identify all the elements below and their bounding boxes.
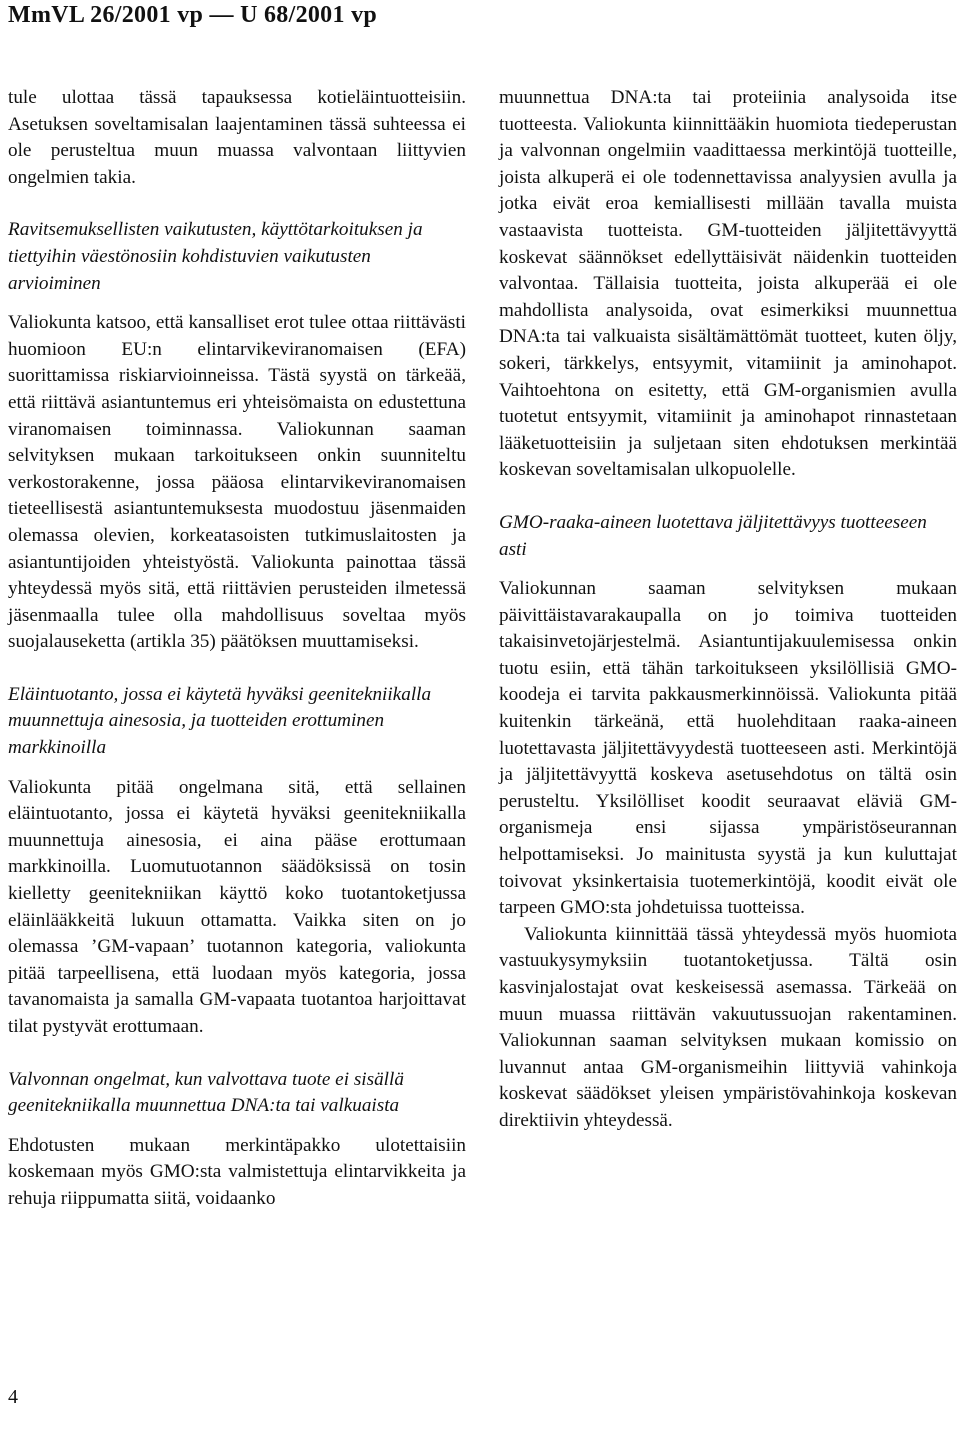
right-column <box>499 85 957 1135</box>
section-heading-traceability: GMO-raaka-aineen luotettava jäljitettävyys tuotteeseen asti <box>499 511 927 560</box>
page-header: MmVL 26/2001 vp — U 68/2001 vp <box>8 2 378 28</box>
left-paragraph-4: Ehdotusten mukaan merkintäpakko ulotettaisiin koskemaan myös GMO:sta valmistettuja elintarvikkeita ja rehuja riippumatta siitä, voidaanko <box>8 1134 466 1209</box>
left-paragraph-2: Valiokunta katsoo, että kansalliset erot tulee ottaa riittävästi huomioon EU:n elintarvikeviranomaisen (EFA) suorittamissa riskiarvioinneissa. Tästä syystä on tärkeää, että riittävä asiantuntemus eri yhteisömaista on edustettuna viranomaisen toiminnassa. Valiokunnan saaman selvityksen mukaan tarkoitukseen onkin suunniteltu verkostorakenne, jossa pääosa elintarvikeviranomaisen tieteellisestä asiantuntemuksesta muodostuu jäsenmaiden olemassa olevien, korkeatasoisten tutkimuslaitosten ja asiantuntijoiden yhteistyöstä. Valiokunta painottaa tässä yhteydessä myös sitä, että riittävien perusteiden ilmetessä jäsenmaalla tulee olla mahdollisuus soveltaa myös suojalauseketta (artikla 35) päätöksen muuttamiseksi. <box>8 312 466 653</box>
left-paragraph-1: tule ulottaa tässä tapauksessa kotieläintuotteisiin. Asetuksen soveltamisalan laajentaminen tässä suhteessa ei ole perusteltua muun muassa valvontaan liittyvien ongelmien takia. <box>8 87 466 188</box>
section-heading-nutrition: Ravitsemuksellisten vaikutusten, käyttötarkoituksen ja tiettyihin väestönosiin kohdistuvien vaikutusten arvioiminen <box>8 219 423 294</box>
section-heading-control-problems: Valvonnan ongelmat, kun valvottava tuote ei sisällä geenitekniikalla muunnettua DNA:ta tai valkuaista <box>8 1068 404 1117</box>
section-heading-animal-production: Eläintuotanto, jossa ei käytetä hyväksi geenitekniikalla muunnettuja ainesosia, ja tuotteiden erottuminen markkinoilla <box>8 683 432 759</box>
page-number: 4 <box>8 1386 18 1408</box>
right-paragraph-1: muunnettua DNA:ta tai proteiinia analysoida itse tuotteesta. Valiokunta kiinnittääkin huomiota tiedeperustan ja valvonnan ongelmiin vaadittaessa merkintöjä tuotteille, joista alkuperä ei ole todennettavissa analyysien avulla ja jotka eivät eroa kemiallisesti millään tavalla muista vastaavista tuotteista. GM-tuotteiden jäljitettävyyttä koskevat säännökset edellyttäisivät näidenkin tuotteiden valvontaa. Tällaisia tuotteita, joista alkuperää ei ole mahdollista analysoida, ovat esimerkiksi muunnettua DNA:ta tai valkuaista sisältämättömät tuotteet, kuten öljy, sokeri, tärkkelys, entsyymit, vitamiinit ja aminohapot. Vaihtoehtona on esitetty, että GM-organismien avulla tuotetut entsyymit, vitamiinit ja aminohapot rinnastetaan lääketuotteisiin ja suljetaan siten ehdotuksen merkintää koskevan soveltamisalan ulkopuolelle. <box>499 87 957 481</box>
left-paragraph-3: Valiokunta pitää ongelmana sitä, että sellainen eläintuotanto, jossa ei käytetä hyväksi geenitekniikalla muunnettuja ainesosia, ei aina pääse erottumaan markkinoilla. Luomutuotannon säädöksissä on tosin kielletty geenitekniikan käyttö koko tuotantoketjussa eläinlääkkeitä lukuun ottamatta. Vaikka siten on jo olemassa ’GM-vapaan’ tuotannon kategoria, valiokunta pitää tarpeellisena, että luodaan myös kategoria, jossa tavanomaista ja samalla GM-vapaata tuotantoa harjoittavat tilat pystyvät erottumaan. <box>8 776 466 1037</box>
left-column <box>8 85 466 1213</box>
right-paragraph-2: Valiokunnan saaman selvityksen mukaan päivittäistavarakaupalla on jo toimiva tuotteiden takaisinvetojärjestelmä. Asiantuntijakuulemisessa onkin tuotu esiin, että tähän tarkoitukseen yksilöllisiä GMO-koodeja ei tarvita pakkausmerkinnöissä. Valiokunta pitää kuitenkin tärkeänä, että huolehditaan raaka-aineen luotettavasta jäljitettävyydestä tuotteeseen asti. Merkintöjä ja jäljitettävyyttä koskeva asetusehdotus on tältä osin perusteltu. Yksilölliset koodit seuraavat eläviä GM-organismeja ensi sijassa ympäristöseurannan helpottamiseksi. Jo mainitusta syystä ja kun kuluttajat toivovat yksinkertaisia tuotemerkintöjä, koodit eivät ole tarpeen GMO:sta johdetuissa tuotteissa. <box>499 578 957 919</box>
right-paragraph-3: Valiokunta kiinnittää tässä yhteydessä myös huomiota vastuukysymyksiin tuotantoketjussa. Tältä osin kasvinjalostajat ovat keskeisessä asemassa. Tärkeää on muun muassa riittävän vakuutussuojan rakentaminen. Valiokunnan saaman selvityksen mukaan komissio on luvannut antaa GM-organismeihin liittyviä vahinkoja koskevat säädökset yleisen ympäristövahinkoja koskevan direktiivin yhteydessä. <box>499 923 957 1131</box>
